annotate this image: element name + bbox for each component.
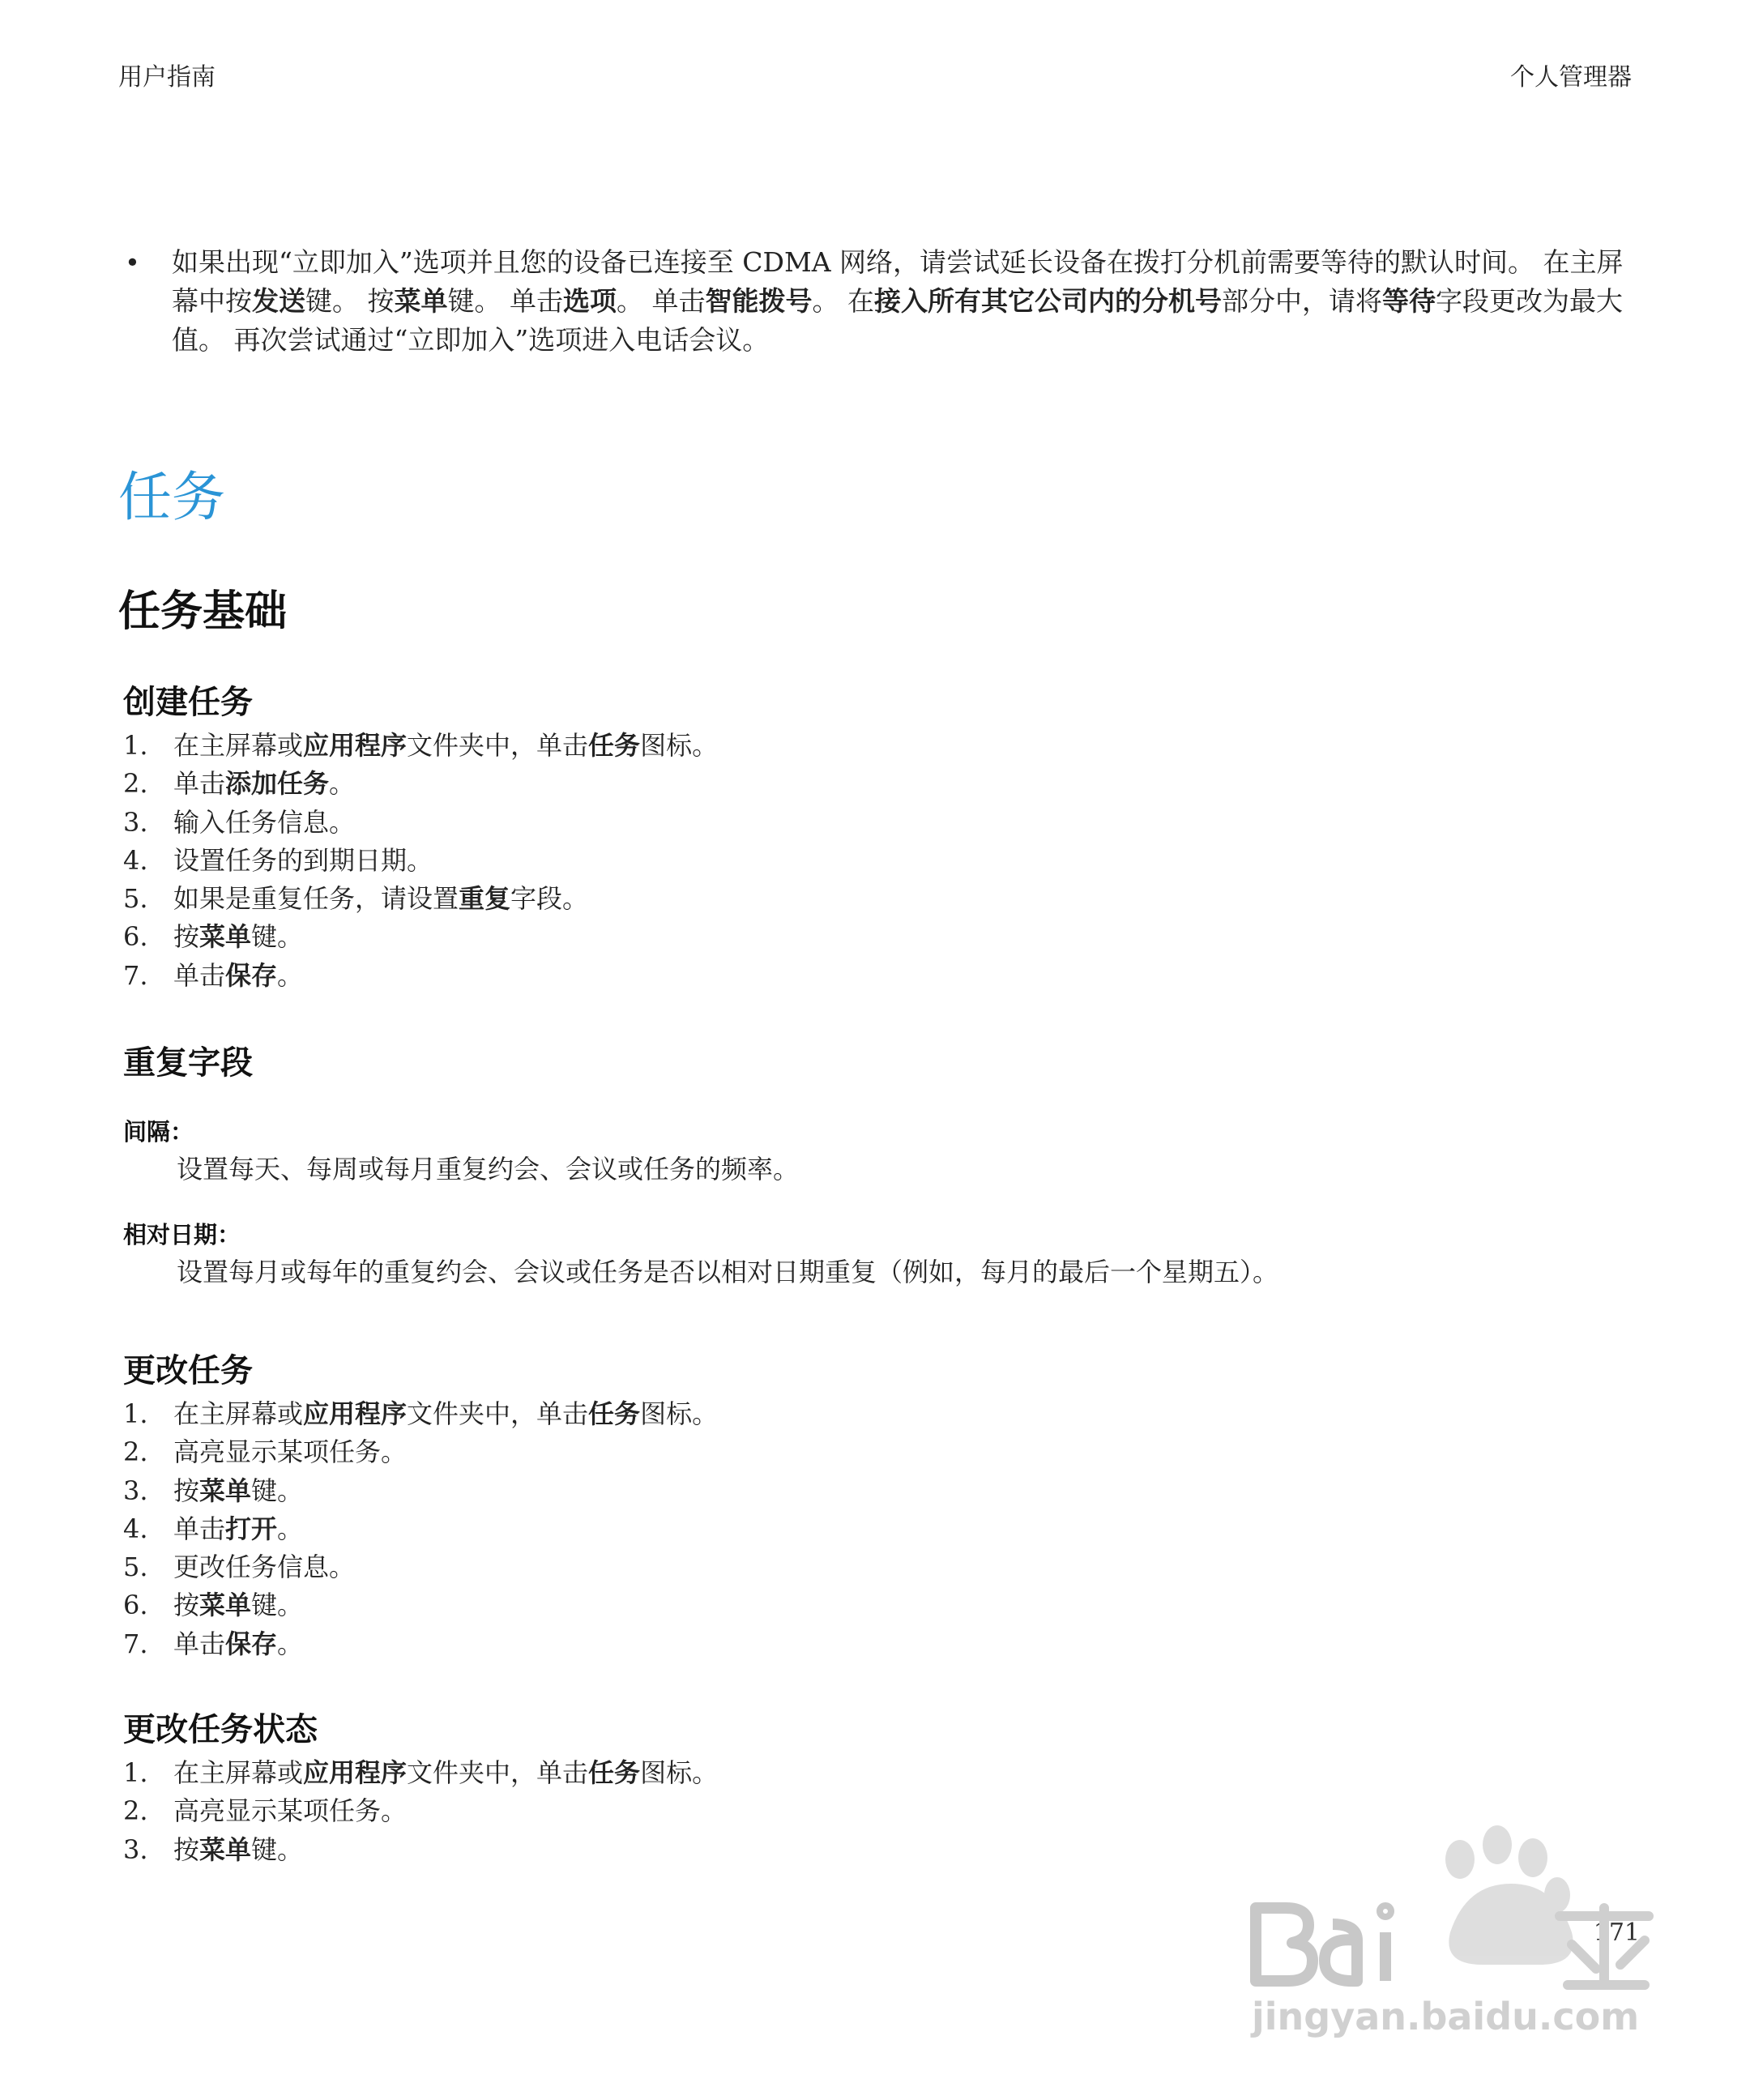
step-text	[173, 1433, 407, 1471]
bold-term: 保存	[225, 959, 278, 991]
bold-term: 任务	[588, 1398, 641, 1429]
relative-date-term: 相对日期：	[123, 1221, 241, 1248]
text-run: 键。	[251, 1590, 304, 1621]
text-run: 键。 单击	[447, 285, 563, 317]
step-number: 6.	[123, 1590, 148, 1621]
step-text	[173, 957, 303, 995]
bold-term: 菜单	[199, 921, 252, 953]
step-item	[123, 880, 718, 918]
step-item	[123, 1625, 718, 1663]
step-number: 2.	[123, 768, 148, 800]
text-run: 键。 按	[305, 285, 395, 317]
bold-term: 菜单	[199, 1590, 252, 1621]
text-run: 如果是重复任务，请设置	[173, 883, 459, 915]
interval-term: 间隔：	[123, 1118, 194, 1146]
text-run: 文件夹中，单击	[407, 730, 589, 761]
step-item	[123, 765, 718, 803]
text-run: 字段更改为最大值。 再次尝试通过“立即加入”选项进入电话会议。	[172, 285, 1623, 356]
text-run: 按	[173, 1833, 200, 1865]
text-run: 单击	[173, 768, 226, 800]
running-header-left: 用户指南	[118, 63, 216, 92]
step-number: 5.	[123, 1552, 148, 1583]
step-item	[123, 1548, 718, 1586]
bold-term: 保存	[225, 1628, 278, 1659]
bold-term: 选项	[563, 285, 617, 317]
section-title: 任务基础	[118, 587, 288, 636]
step-number: 3.	[123, 1833, 148, 1865]
interval-definition: 设置每天、每周或每月重复约会、会议或任务的频率。	[177, 1154, 800, 1184]
step-number: 7.	[123, 1628, 148, 1659]
step-number: 5.	[123, 883, 148, 915]
text-run: 高亮显示某项任务。	[173, 1795, 408, 1827]
step-text	[173, 880, 588, 918]
bold-term: 接入所有其它公司内的分机号	[874, 285, 1222, 317]
step-text	[173, 1510, 303, 1548]
bold-term: 应用程序	[303, 1398, 408, 1429]
step-number: 1.	[123, 1757, 148, 1788]
text-run: 图标。	[640, 1757, 719, 1788]
bold-term: 菜单	[199, 1475, 252, 1506]
bullet-icon: •	[125, 247, 140, 278]
text-run: 。	[277, 1628, 304, 1659]
text-run: 键。	[251, 1475, 304, 1506]
text-run: 高亮显示某项任务。	[173, 1436, 408, 1468]
step-item	[123, 1433, 718, 1471]
watermark-url: jingyan.baidu.com	[1252, 1995, 1640, 2038]
bold-term: 任务	[588, 1757, 641, 1788]
text-run: 图标。	[640, 1398, 719, 1429]
step-text	[173, 1548, 355, 1586]
text-run: 文件夹中，单击	[407, 1757, 589, 1788]
text-run: 按	[173, 1475, 200, 1506]
text-run: 键。	[251, 921, 304, 953]
step-text	[173, 1792, 407, 1830]
step-item	[123, 727, 718, 765]
text-run: 文件夹中，单击	[407, 1398, 589, 1429]
step-item	[123, 1472, 718, 1510]
bold-term: 添加任务	[225, 768, 330, 800]
bold-term: 菜单	[199, 1833, 252, 1865]
bold-term: 应用程序	[303, 1757, 408, 1788]
step-item	[123, 1754, 718, 1792]
text-run: 。	[329, 768, 356, 800]
step-text	[173, 1625, 303, 1663]
step-text	[173, 765, 355, 803]
bold-term: 任务	[588, 730, 641, 761]
create-task-steps	[123, 727, 718, 995]
text-run: 单击	[173, 1628, 226, 1659]
step-item	[123, 1510, 718, 1548]
step-number: 1.	[123, 730, 148, 761]
bold-term: 打开	[225, 1513, 278, 1544]
text-run: 在主屏幕或	[173, 1398, 304, 1429]
text-run: 部分中，请将	[1222, 285, 1382, 317]
step-item	[123, 957, 718, 995]
change-task-steps	[123, 1395, 718, 1663]
step-text	[173, 1472, 303, 1510]
create-task-heading: 创建任务	[123, 684, 253, 721]
step-text	[173, 1754, 718, 1792]
step-item	[123, 804, 718, 842]
step-number: 3.	[123, 806, 148, 838]
recurrence-heading: 重复字段	[123, 1044, 253, 1082]
step-text	[173, 918, 303, 956]
step-number: 7.	[123, 959, 148, 991]
bold-term: 等待	[1382, 285, 1436, 317]
step-item	[123, 1586, 718, 1624]
change-status-steps	[123, 1754, 718, 1869]
text-run: 字段。	[510, 883, 589, 915]
intro-bullet	[118, 243, 1641, 360]
step-item	[123, 1792, 718, 1830]
step-text	[173, 1586, 303, 1624]
bold-term: 应用程序	[303, 730, 408, 761]
step-text	[173, 727, 718, 765]
text-run: 。 在	[812, 285, 874, 317]
text-run: 图标。	[640, 730, 719, 761]
step-number: 4.	[123, 844, 148, 876]
step-number: 2.	[123, 1795, 148, 1827]
text-run: 。 单击	[617, 285, 706, 317]
chapter-title: 任务	[118, 466, 225, 528]
change-status-heading: 更改任务状态	[123, 1711, 318, 1748]
text-run: 在主屏幕或	[173, 730, 304, 761]
step-item	[123, 1395, 718, 1433]
baidu-jingyan-watermark	[1240, 1811, 1661, 2038]
bold-term: 发送	[252, 285, 305, 317]
text-run: 更改任务信息。	[173, 1552, 356, 1583]
change-task-heading: 更改任务	[123, 1352, 253, 1389]
step-text	[173, 1395, 718, 1433]
text-run: 按	[173, 1590, 200, 1621]
bold-term: 智能拨号	[705, 285, 813, 317]
step-number: 6.	[123, 921, 148, 953]
text-run: 键。	[251, 1833, 304, 1865]
step-item	[123, 1831, 718, 1869]
step-text	[173, 804, 355, 842]
step-text	[173, 842, 433, 880]
step-item	[123, 918, 718, 956]
relative-date-definition: 设置每月或每年的重复约会、会议或任务是否以相对日期重复（例如，每月的最后一个星期五）。	[177, 1257, 1279, 1287]
step-text	[173, 1831, 303, 1869]
text-run: 输入任务信息。	[173, 806, 356, 838]
text-run: 。	[277, 959, 304, 991]
text-run: 按	[173, 921, 200, 953]
bold-term: 重复	[459, 883, 511, 915]
text-run: 设置任务的到期日期。	[173, 844, 433, 876]
step-number: 3.	[123, 1475, 148, 1506]
page-number: 171	[1593, 1919, 1640, 1947]
text-run: 在主屏幕或	[173, 1757, 304, 1788]
text-run: 单击	[173, 1513, 226, 1544]
text-run: 如果出现“立即加入”选项并且您的设备已连接至 CDMA 网络，请尝试延长设备在拨打分机前需要等待的默认时间。 在主屏幕中按	[172, 246, 1624, 317]
bold-term: 菜单	[394, 285, 448, 317]
step-item	[123, 842, 718, 880]
step-number: 1.	[123, 1398, 148, 1429]
text-run: 单击	[173, 959, 226, 991]
text-run: 。	[277, 1513, 304, 1544]
running-header-right: 个人管理器	[1510, 63, 1632, 92]
intro-bullet-text	[172, 243, 1641, 360]
step-number: 4.	[123, 1513, 148, 1544]
step-number: 2.	[123, 1436, 148, 1468]
